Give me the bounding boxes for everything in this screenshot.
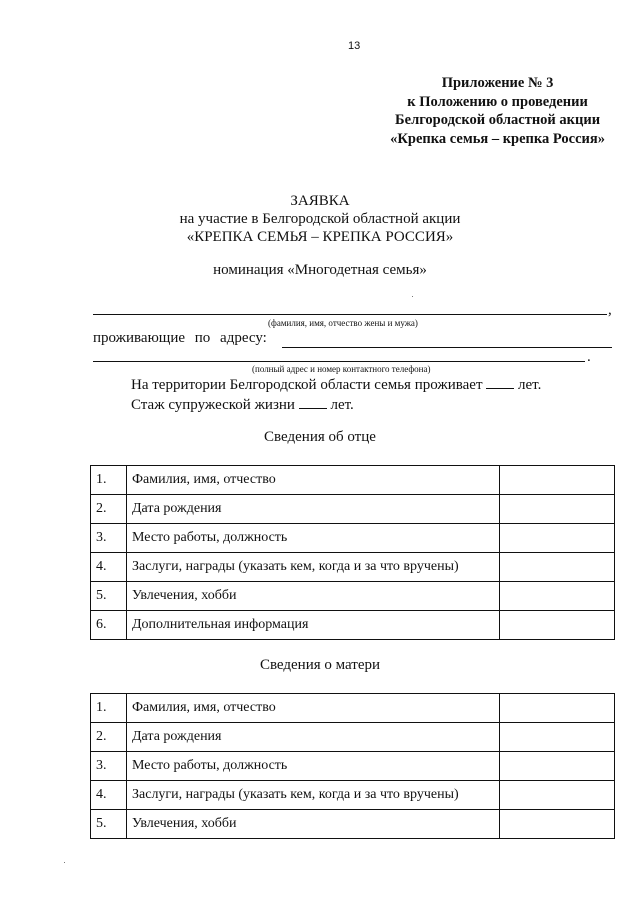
row-value-cell[interactable] (500, 752, 615, 781)
residence-years-blank[interactable] (486, 376, 514, 389)
row-label: Увлечения, хобби (127, 810, 500, 839)
row-label: Фамилия, имя, отчество (127, 694, 500, 723)
father-row (91, 495, 615, 524)
marriage-line (131, 396, 354, 414)
father-row (91, 582, 615, 611)
campaign-name: «КРЕПКА СЕМЬЯ – КРЕПКА РОССИЯ» (186, 229, 454, 245)
address-caption: (полный адрес и номер контактного телефона) (252, 364, 431, 374)
marriage-prefix: Стаж супружеской жизни (131, 397, 295, 413)
appendix-line-2: к Положению о проведении (407, 93, 588, 110)
page-number: 13 (348, 40, 361, 52)
row-number: 1. (91, 694, 127, 723)
row-label: Место работы, должность (127, 524, 500, 553)
father-row (91, 524, 615, 553)
row-value-cell[interactable] (500, 524, 615, 553)
mother-row (91, 781, 615, 810)
nomination: номинация «Многодетная семья» (213, 262, 427, 278)
row-number: 2. (91, 723, 127, 752)
row-value-cell[interactable] (500, 553, 615, 582)
mother-row (91, 810, 615, 839)
address-label: проживающие по адресу: (93, 330, 267, 346)
row-label: Место работы, должность (127, 752, 500, 781)
scan-speck (412, 296, 413, 297)
row-number: 4. (91, 553, 127, 582)
row-number: 2. (91, 495, 127, 524)
appendix-line-3: Белгородской областной акции (395, 112, 601, 128)
row-value-cell[interactable] (500, 781, 615, 810)
names-trailing-comma: , (608, 302, 612, 318)
marriage-suffix: лет. (330, 397, 354, 413)
application-subtitle: на участие в Белгородской областной акции (179, 211, 461, 227)
father-row (91, 553, 615, 582)
row-label: Увлечения, хобби (127, 582, 500, 611)
residence-prefix: На территории Белгородской области семья проживает (131, 377, 483, 393)
appendix-line-4: «Крепка семья – крепка Россия» (390, 130, 605, 147)
scan-speck (64, 862, 65, 863)
row-number: 5. (91, 582, 127, 611)
address-trailing-dot: . (587, 349, 591, 365)
row-label: Заслуги, награды (указать кем, когда и за что вручены) (127, 553, 500, 582)
father-table (90, 465, 615, 640)
father-section-title: Сведения об отце (264, 429, 376, 445)
address-fill-line[interactable] (282, 347, 612, 348)
row-label: Фамилия, имя, отчество (127, 466, 500, 495)
marriage-years-blank[interactable] (299, 396, 327, 409)
residence-suffix: лет. (518, 377, 542, 393)
row-value-cell[interactable] (500, 495, 615, 524)
mother-table (90, 693, 615, 839)
row-number: 6. (91, 611, 127, 640)
row-number: 1. (91, 466, 127, 495)
appendix-block (390, 74, 605, 148)
row-number: 3. (91, 752, 127, 781)
row-label: Дата рождения (127, 495, 500, 524)
application-title: ЗАЯВКА (290, 193, 350, 209)
names-fill-line[interactable] (93, 314, 607, 315)
address-fill-line-2[interactable] (93, 361, 585, 362)
row-value-cell[interactable] (500, 466, 615, 495)
row-label: Дополнительная информация (127, 611, 500, 640)
row-number: 5. (91, 810, 127, 839)
residence-line (131, 376, 541, 394)
names-caption: (фамилия, имя, отчество жены и мужа) (268, 318, 418, 328)
row-value-cell[interactable] (500, 611, 615, 640)
row-label: Дата рождения (127, 723, 500, 752)
row-value-cell[interactable] (500, 582, 615, 611)
row-label: Заслуги, награды (указать кем, когда и за что вручены) (127, 781, 500, 810)
mother-row (91, 694, 615, 723)
row-number: 4. (91, 781, 127, 810)
mother-row (91, 752, 615, 781)
row-number: 3. (91, 524, 127, 553)
row-value-cell[interactable] (500, 694, 615, 723)
mother-section-title: Сведения о матери (259, 657, 381, 673)
father-row (91, 611, 615, 640)
father-row (91, 466, 615, 495)
row-value-cell[interactable] (500, 810, 615, 839)
row-value-cell[interactable] (500, 723, 615, 752)
mother-row (91, 723, 615, 752)
appendix-line-1: Приложение № 3 (441, 75, 554, 91)
